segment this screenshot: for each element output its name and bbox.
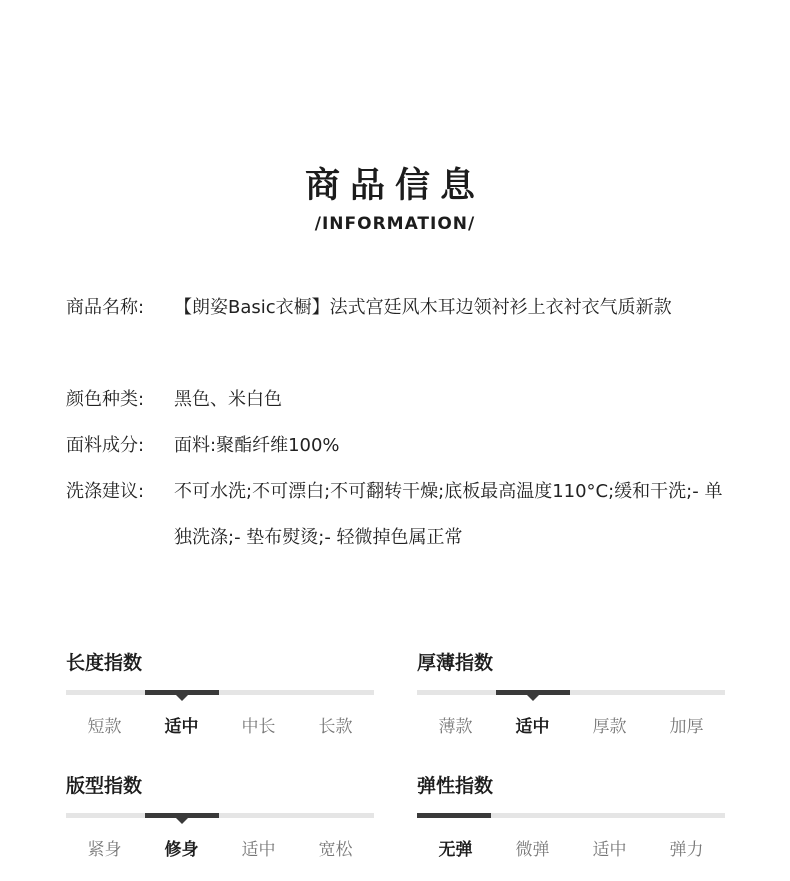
info-value: 黑色、米白色: [174, 389, 282, 410]
index-track: [417, 813, 725, 818]
pointer-triangle-icon: [176, 695, 188, 701]
info-row-product-name: [66, 285, 736, 377]
index-option: 薄款: [438, 717, 473, 737]
index-option: 厚款: [592, 717, 627, 737]
index-track: [66, 813, 374, 818]
info-value: 不可水洗;不可漂白;不可翻转干燥;底板最高温度110°C;缓和干洗;- 单独洗涤;- 垫布熨烫;- 轻微掉色属正常: [174, 481, 723, 548]
index-title: 弹性指数: [417, 775, 494, 797]
index-track: [66, 690, 374, 695]
index-title: 厚薄指数: [417, 652, 494, 674]
index-options: [66, 835, 374, 859]
index-active-marker: [145, 690, 219, 695]
index-active-marker: [417, 813, 491, 818]
info-row-fabric: [66, 423, 736, 469]
index-title: 长度指数: [66, 652, 143, 674]
index-options: [66, 712, 374, 736]
info-value: 【朗姿Basic衣橱】法式宫廷风木耳边领衬衫上衣衬衣气质新款: [174, 297, 672, 318]
pointer-triangle-icon: [176, 818, 188, 824]
index-option: 修身: [164, 840, 199, 860]
index-option: 弹力: [669, 840, 704, 860]
index-options: [417, 712, 725, 736]
index-option: 适中: [592, 840, 627, 860]
index-track: [417, 690, 725, 695]
info-label: 面料成分:: [66, 435, 145, 456]
index-option: 长款: [318, 717, 353, 737]
index-option: 微弹: [515, 840, 550, 860]
index-option: 适中: [241, 840, 276, 860]
section-title: 商品信息: [304, 166, 485, 206]
index-option: 中长: [241, 717, 276, 737]
info-label: 洗涤建议:: [66, 481, 145, 502]
info-row-colors: [66, 377, 736, 423]
index-option: 紧身: [87, 840, 122, 860]
section-subtitle: /INFORMATION/: [314, 214, 476, 234]
index-option: 适中: [515, 717, 550, 737]
info-value: 面料:聚酯纤维100%: [174, 435, 340, 456]
pointer-triangle-icon: [527, 695, 539, 701]
index-options: [417, 835, 725, 859]
index-option: 加厚: [669, 717, 704, 737]
index-active-marker: [496, 690, 570, 695]
index-title: 版型指数: [66, 775, 143, 797]
index-active-marker: [145, 813, 219, 818]
index-option: 适中: [164, 717, 199, 737]
index-option: 无弹: [438, 840, 473, 860]
info-label: 颜色种类:: [66, 389, 145, 410]
index-option: 宽松: [318, 840, 353, 860]
index-option: 短款: [87, 717, 122, 737]
info-label: 商品名称:: [66, 297, 145, 318]
info-row-care: [66, 469, 736, 561]
